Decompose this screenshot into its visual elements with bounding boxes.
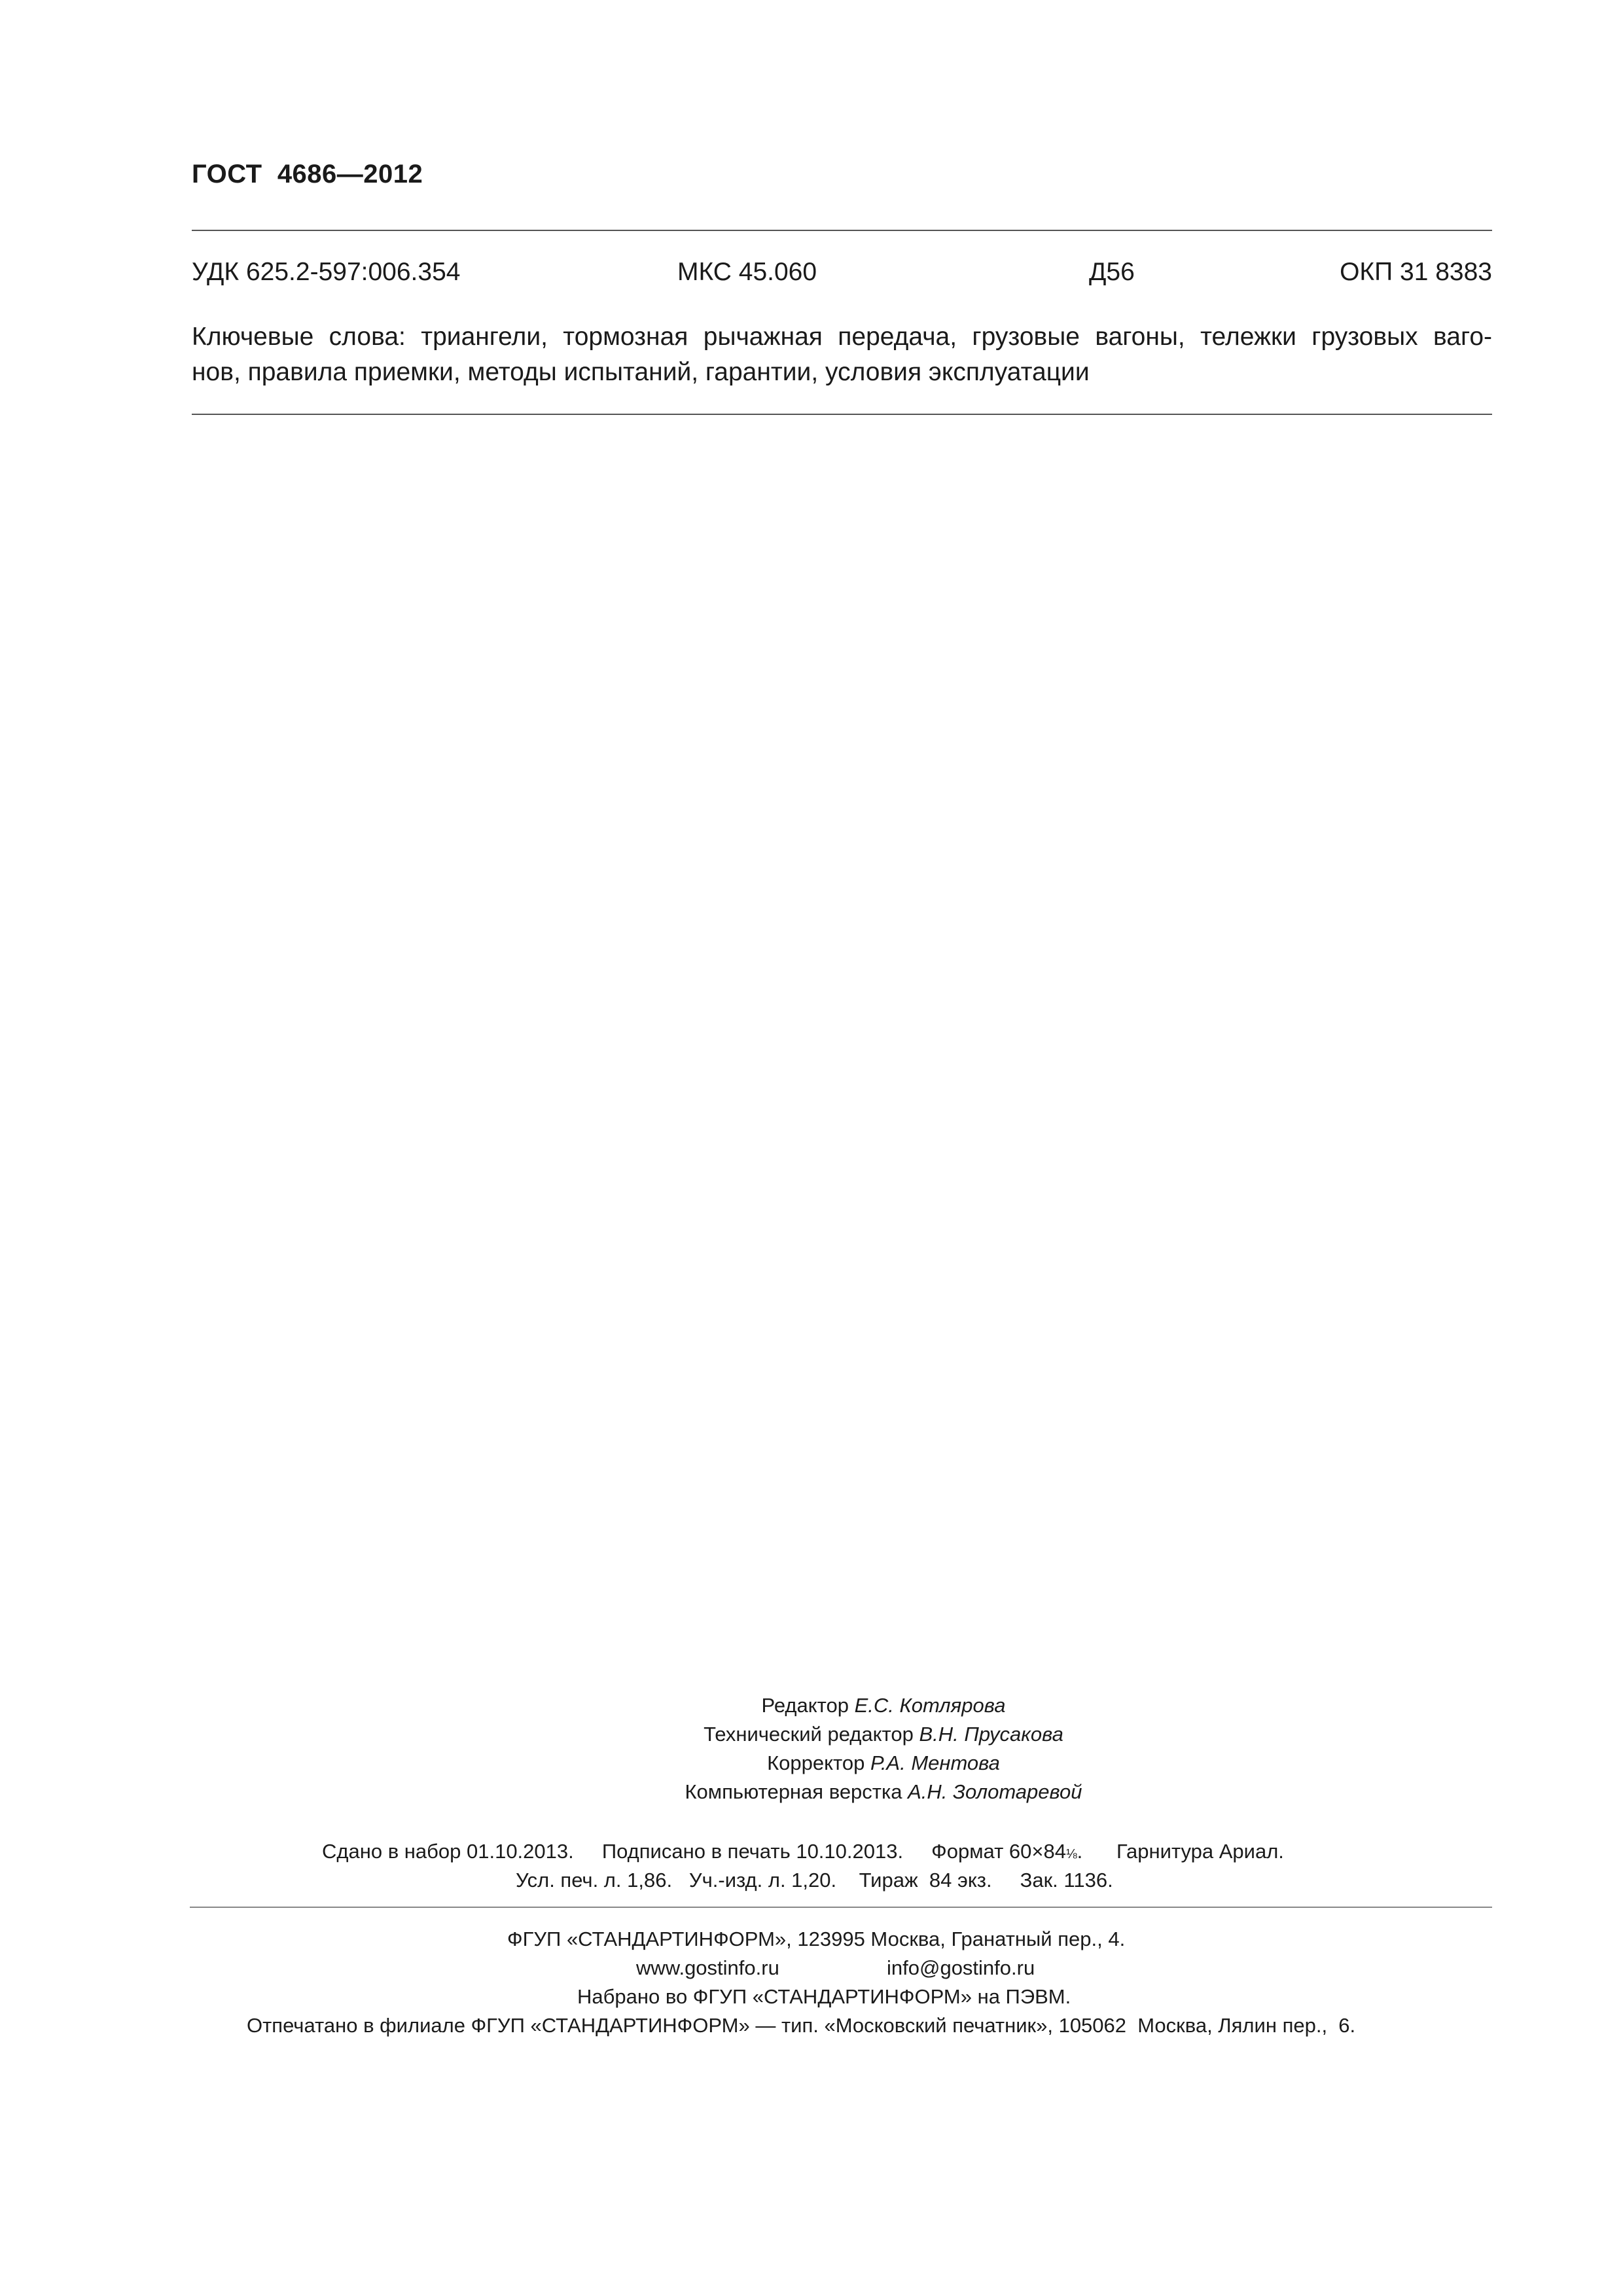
- layout-name: А.Н. Золотаревой: [908, 1780, 1082, 1803]
- keywords-divider: [192, 414, 1492, 415]
- tech-editor-credit: [72, 1720, 1623, 1749]
- corrector-credit: [72, 1749, 1623, 1778]
- format-fraction: ⅛: [1065, 1847, 1077, 1861]
- layout-label: Компьютерная верстка: [685, 1780, 902, 1803]
- format-end: .: [1077, 1840, 1083, 1863]
- print-info-line-1: [322, 1837, 1284, 1869]
- okp-code: ОКП 31 8383: [1340, 258, 1492, 286]
- publisher-email: info@gostinfo.ru: [887, 1956, 1035, 1979]
- udk-code: УДК 625.2-597:006.354: [192, 258, 461, 286]
- editor-credit: [72, 1691, 1623, 1720]
- tech-editor-label: Технический редактор: [704, 1723, 914, 1746]
- corrector-label: Корректор: [767, 1751, 865, 1774]
- typeface: Гарнитура Ариал.: [1116, 1840, 1284, 1863]
- keywords-paragraph: [192, 319, 1492, 390]
- editor-name: Е.С. Котлярова: [854, 1694, 1006, 1717]
- publisher-sheets: Уч.-изд. л. 1,20.: [688, 1869, 837, 1892]
- editor-label: Редактор: [761, 1694, 849, 1717]
- submitted-date: Сдано в набор 01.10.2013.: [322, 1840, 574, 1863]
- header-divider: [192, 230, 1492, 231]
- order-number: Зак. 1136.: [1020, 1869, 1113, 1892]
- mks-code: МКС 45.060: [677, 258, 817, 286]
- format-label: Формат 60×84: [931, 1840, 1066, 1863]
- keywords-line-1: Ключевые слова: триангели, тормозная рычажная передача, грузовые вагоны, тележки грузовых ваго-: [192, 323, 1492, 351]
- publisher-address: ФГУП «СТАНДАРТИНФОРМ», 123995 Москва, Гранатный пер., 4.: [507, 1928, 1126, 1950]
- document-code: ГОСТ 4686—2012: [192, 160, 423, 188]
- publisher-website: www.gostinfo.ru: [636, 1956, 779, 1979]
- layout-credit: [72, 1778, 1623, 1806]
- print-info-line-2: [516, 1866, 1113, 1895]
- printed-sheets: Усл. печ. л. 1,86.: [516, 1869, 673, 1892]
- circulation: Тираж 84 экз.: [859, 1869, 992, 1892]
- typeset-note: Набрано во ФГУП «СТАНДАРТИНФОРМ» на ПЭВМ.: [577, 1985, 1071, 2008]
- corrector-name: Р.А. Ментова: [870, 1751, 1000, 1774]
- okstu-code: Д56: [1089, 258, 1135, 286]
- tech-editor-name: В.Н. Прусакова: [919, 1723, 1063, 1746]
- classification-row: [192, 258, 1492, 291]
- printed-note: Отпечатано в филиале ФГУП «СТАНДАРТИНФОРМ» — тип. «Московский печатник», 105062 Москва, Лялин пер., 6.: [247, 2014, 1356, 2037]
- keywords-line-2: нов, правила приемки, методы испытаний, гарантии, условия эксплуатации: [192, 358, 1090, 386]
- editorial-credits: [0, 1691, 1623, 1806]
- signed-date: Подписано в печать 10.10.2013.: [601, 1840, 904, 1863]
- imprint-divider: [190, 1907, 1492, 1908]
